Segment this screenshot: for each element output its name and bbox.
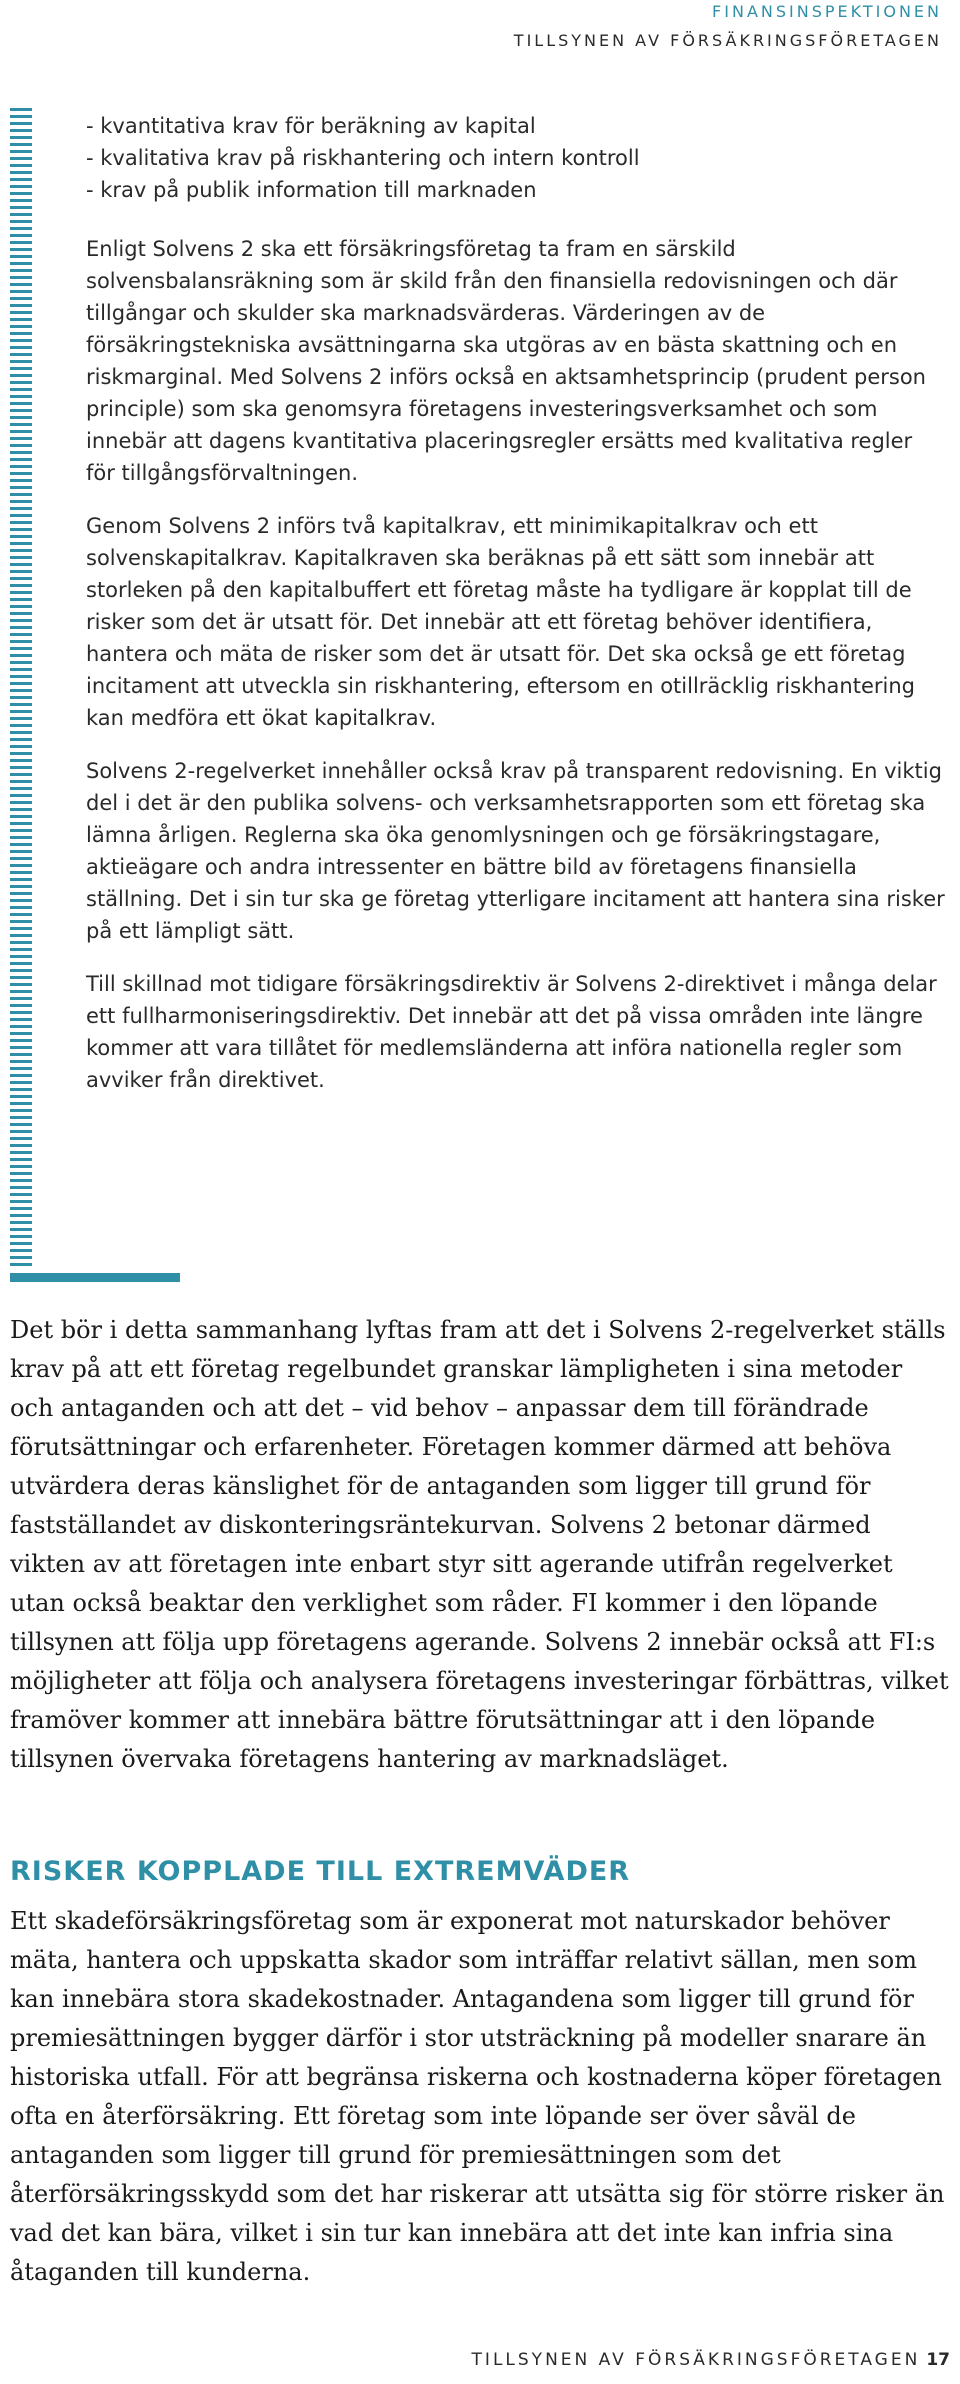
- fact-box-paragraph: Genom Solvens 2 införs två kapitalkrav, ett minimikapitalkrav och ett solvenskapitalkrav. Kapitalkraven ska beräknas på ett sätt som innebär att storleken på den kapitalbuffert ett företag måste ha tydligare är kopplat till de risker som det är utsatt för. Det innebär att ett företag behöver identifiera, hantera och mäta de risker som det är utsatt för. Det ska också ge ett företag incitament att utveckla sin riskhantering, eftersom en otillräcklig riskhantering kan medföra ett ökat kapitalkrav.: [86, 514, 915, 730]
- fact-box: [0, 108, 960, 1298]
- fact-box-paragraph: Enligt Solvens 2 ska ett försäkringsföretag ta fram en särskild solvensbalansräkning som är skild från den finansiella redovisningen och där tillgångar och skulder ska marknadsvärderas. Värderingen av de försäkringstekniska avsättningarna ska utgöras av en bästa skattning och en riskmarginal. Med Solvens 2 införs också en aktsamhetsprincip (prudent person principle) som ska genomsyra företagens investeringsverksamhet och som innebär att dagens kvantitativa placeringsregler ersätts med kvalitativa regler för tillgångsförvaltningen.: [86, 237, 926, 485]
- fact-box-stripe: [10, 108, 32, 1268]
- page-number: 17: [926, 2350, 950, 2370]
- fact-box-end-bar: [10, 1273, 180, 1282]
- header-section: FINANSINSPEKTIONEN: [712, 2, 942, 21]
- header-subtitle: TILLSYNEN AV FÖRSÄKRINGSFÖRETAGEN: [513, 31, 942, 50]
- body-paragraph: Ett skadeförsäkringsföretag som är exponerat mot naturskador behöver mäta, hantera och uppskatta skador som inträffar relativt sällan, men som kan innebära stora skadekostnader. Antagandena som ligger till grund för premiesättningen bygger därför i stor utsträckning på modeller snarare än historiska utfall. För att begränsa riskerna och kostnaderna köper företagen ofta en återförsäkring. Ett företag som inte löpande ser över såväl de antaganden som ligger till grund för premiesättningen som det återförsäkringsskydd som det har riskerar att utsätta sig för större risker än vad det kan bära, vilket i sin tur kan innebära att det inte kan infria sina åtaganden till kunderna.: [10, 1907, 945, 2286]
- list-item: - kvalitativa krav på riskhantering och intern kontroll: [86, 146, 640, 170]
- fact-box-text: [86, 110, 946, 1117]
- list-item: - kvantitativa krav för beräkning av kapital: [86, 114, 536, 138]
- page-header: [514, 0, 942, 52]
- footer-label: TILLSYNEN AV FÖRSÄKRINGSFÖRETAGEN: [471, 2350, 921, 2370]
- fact-box-paragraph: Till skillnad mot tidigare försäkringsdirektiv är Solvens 2-direktivet i många delar ett fullharmoniseringsdirektiv. Det innebär att det på vissa områden inte längre kommer att vara tillåtet för medlemsländerna att införa nationella regler som avviker från direktivet.: [86, 972, 937, 1092]
- list-item: - krav på publik information till marknaden: [86, 178, 537, 202]
- fact-box-list: [86, 110, 946, 206]
- section-heading: RISKER KOPPLADE TILL EXTREMVÄDER: [10, 1856, 631, 1887]
- fact-box-paragraph: Solvens 2-regelverket innehåller också krav på transparent redovisning. En viktig del i det är den publika solvens- och verksamhetsrapporten som ett företag ska lämna årligen. Reglerna ska öka genomlysningen och ge försäkringstagare, aktieägare och andra intressenter en bättre bild av företagens finansiella ställning. Det i sin tur ska ge företag ytterligare incitament att hantera sina risker på ett lämpligt sätt.: [86, 759, 945, 943]
- body-paragraph: Det bör i detta sammanhang lyftas fram att det i Solvens 2-regelverket ställs krav på att ett företag regelbundet granskar lämpligheten i sina metoder och antaganden och att det – vid behov – anpassar dem till förändrade förutsättningar och erfarenheter. Företagen kommer därmed att behöva utvärdera deras känslighet för de antaganden som ligger till grund för fastställandet av diskonteringsräntekurvan. Solvens 2 betonar därmed vikten av att företagen inte enbart styr sitt agerande utifrån regelverket utan också beaktar den verklighet som råder. FI kommer i den löpande tillsynen att följa upp företagens agerande. Solvens 2 innebär också att FI:s möjligheter att följa och analysera företagens investeringar förbättras, vilket framöver kommer att innebära bättre förutsättningar att i den löpande tillsynen övervaka företagens hantering av marknadsläget.: [10, 1316, 949, 1773]
- page-footer: [472, 2350, 950, 2370]
